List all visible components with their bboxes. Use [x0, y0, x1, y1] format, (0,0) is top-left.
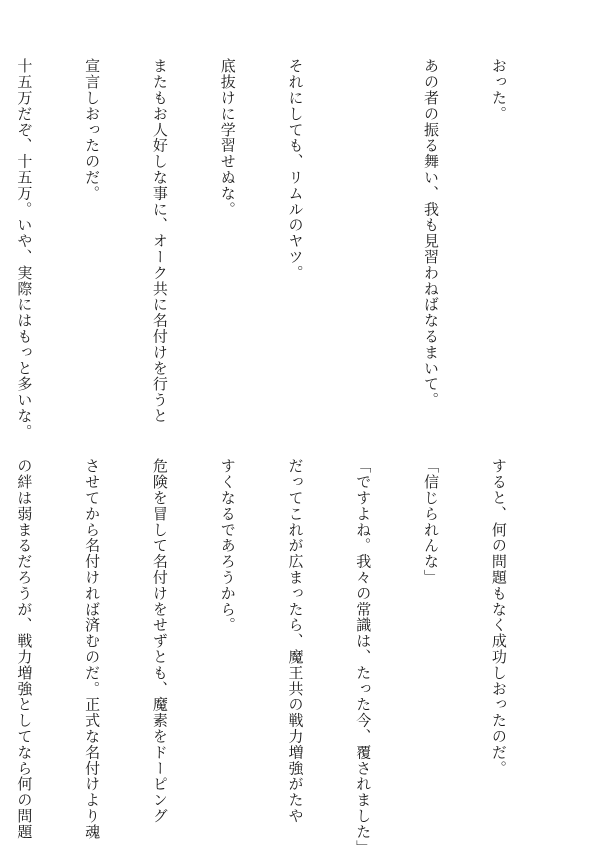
text-line: させてから名付ければ済むのだ。正式な名付けより魂: [83, 458, 102, 840]
text-line: [352, 58, 375, 436]
text-line: 「信じられんな」: [422, 458, 441, 586]
text-line: それにしても、リムルのヤツ。: [286, 58, 305, 281]
lower-text-block: [15, 458, 555, 856]
text-line: 宣言しおったのだ。: [83, 58, 102, 202]
text-line: 「ですよね。我々の常識は、たった今、覆されました」: [354, 458, 373, 856]
text-line: だってこれが広まったら、魔王共の戦力増強がたや: [286, 458, 305, 824]
text-line: 底抜けに学習せぬな。: [218, 58, 237, 217]
text-line: またもお人好しな事に、オーク共に名付けを行うと: [150, 58, 169, 424]
text-line: すると、何の問題もなく成功しおったのだ。: [489, 458, 508, 776]
text-line: おった。: [489, 58, 508, 122]
text-line: 十五万だぞ、十五万。いや、実際にはもっと多いな。: [15, 58, 34, 440]
upper-text-block: [15, 58, 555, 440]
text-line: の絆は弱まるだろうが、戦力増強としてなら何の問題: [15, 458, 34, 840]
text-line: すくなるであろうから。: [218, 458, 237, 633]
text-line: あの者の振る舞い、我も見習わねばなるまいて。: [422, 58, 441, 408]
text-line: 危険を冒して名付けをせずとも、魔素をドーピング: [150, 458, 169, 824]
